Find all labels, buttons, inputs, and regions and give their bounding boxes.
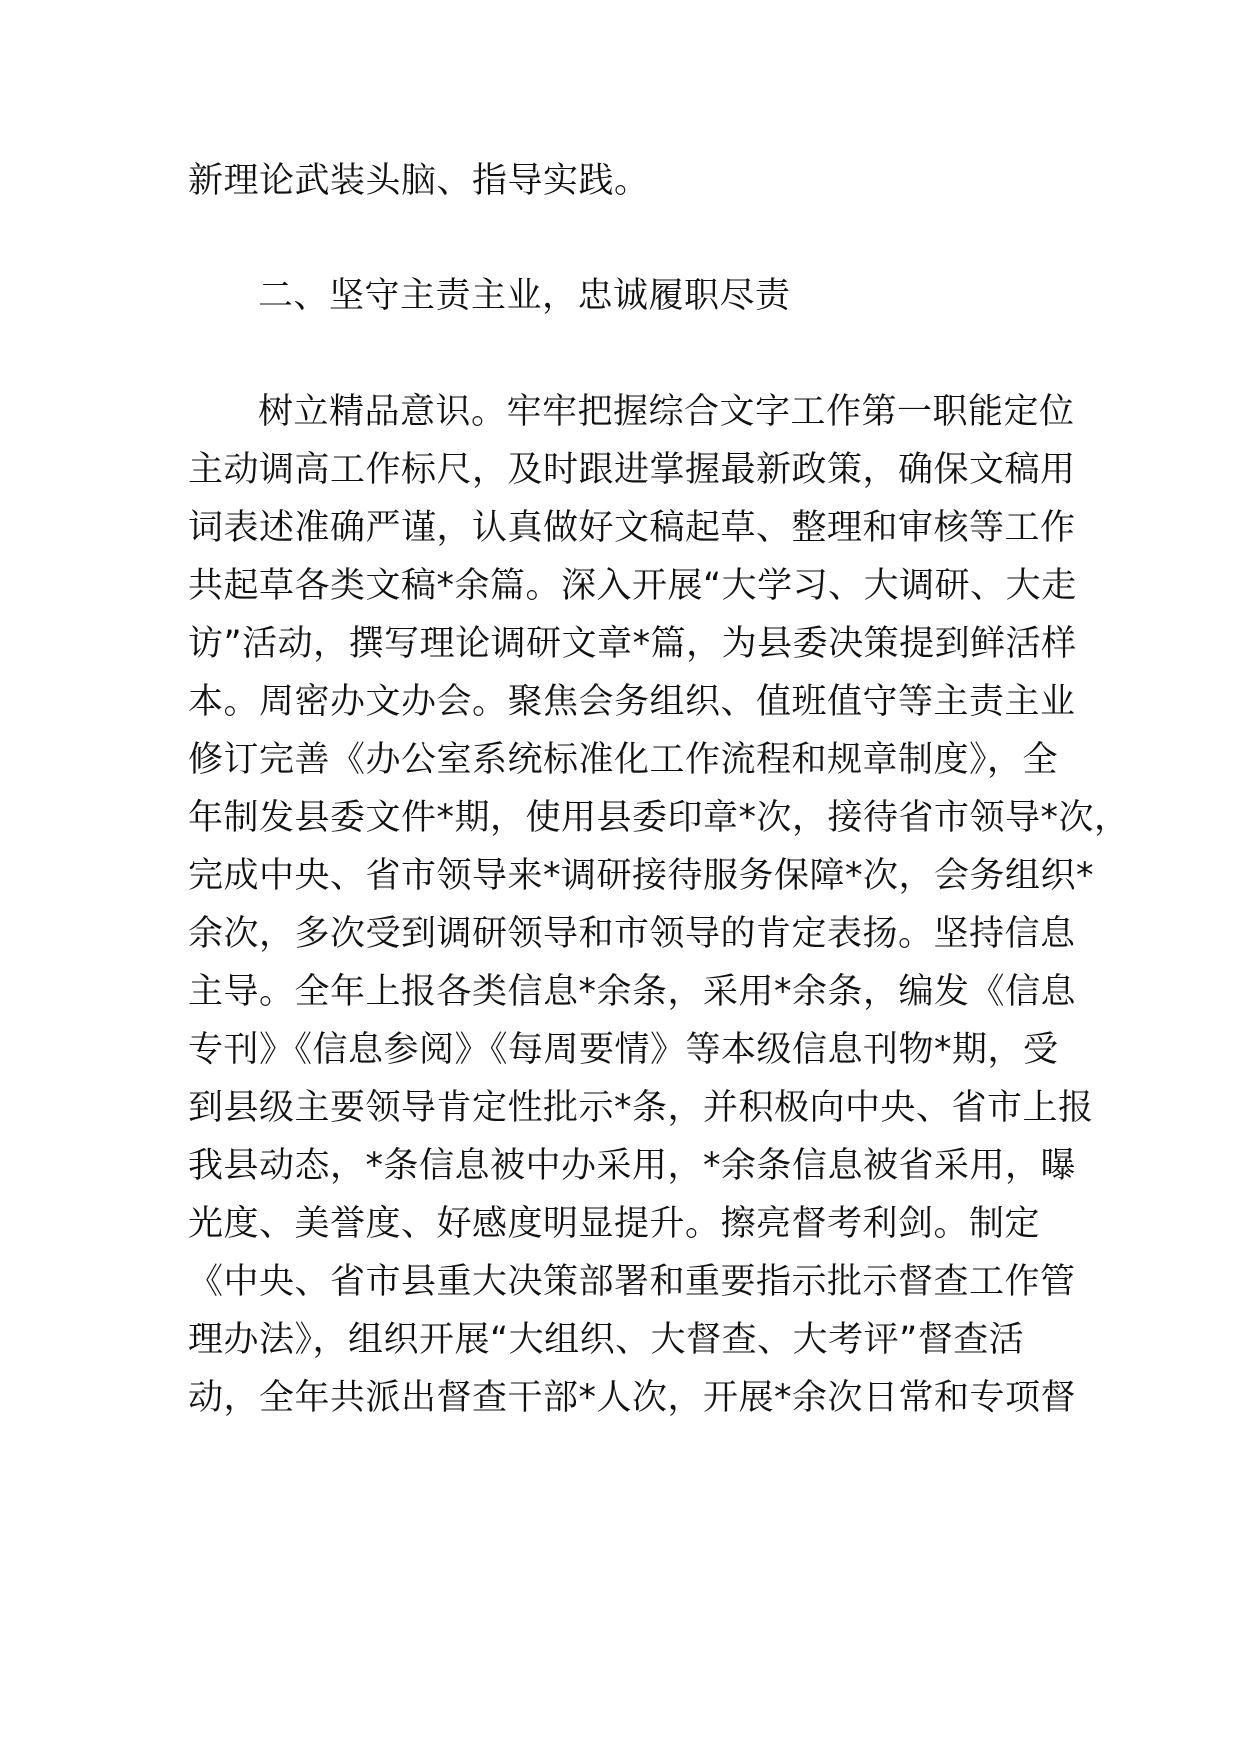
body-line: 修订完善《办公室系统标准化工作流程和规章制度》，全 <box>188 740 1059 780</box>
body-line: 到县级主要领导肯定性批示*条，并积极向中央、省市上报 <box>188 1088 1094 1128</box>
body-line: 动，全年共派出督查干部*人次，开展*余次日常和专项督 <box>188 1378 1077 1418</box>
body-line: 专刊》《信息参阅》《每周要情》等本级信息刊物*期，受 <box>188 1030 1059 1070</box>
body-line: 完成中央、省市领导来*调研接待服务保障*次，会务组织* <box>188 856 1095 896</box>
body-line: 理办法》，组织开展“大组织、大督查、大考评”督查活 <box>188 1320 1025 1360</box>
body-line: 《中央、省市县重大决策部署和重要指示批示督查工作管 <box>188 1262 1076 1302</box>
body-line: 主动调高工作标尺，及时跟进掌握最新政策，确保文稿用 <box>188 450 1076 490</box>
body-line: 本。周密办文办会。聚焦会务组织、值班值守等主责主业 <box>188 682 1076 722</box>
body-line: 余次，多次受到调研领导和市领导的肯定表扬。坚持信息 <box>188 914 1076 954</box>
body-line: 共起草各类文稿*余篇。深入开展“大学习、大调研、大走 <box>188 566 1077 606</box>
body-line: 年制发县委文件*期，使用县委印章*次，接待省市领导*次， <box>188 798 1130 838</box>
intro-line: 新理论武装头脑、指导实践。 <box>188 161 650 201</box>
body-line: 主导。全年上报各类信息*余条，采用*余条，编发《信息 <box>188 972 1077 1012</box>
body-line: 访”活动，撰写理论调研文章*篇，为县委决策提到鲜活样 <box>188 624 1077 664</box>
section-heading: 二、坚守主责主业，忠诚履职尽责 <box>258 276 791 316</box>
body-line: 光度、美誉度、好感度明显提升。擦亮督考利剑。制定 <box>188 1204 1041 1244</box>
body-line: 树立精品意识。牢牢把握综合文字工作第一职能定位 <box>258 392 1075 432</box>
body-line: 我县动态，*条信息被中办采用，*余条信息被省采用，曝 <box>188 1146 1077 1186</box>
body-line: 词表述准确严谨，认真做好文稿起草、整理和审核等工作 <box>188 508 1076 548</box>
